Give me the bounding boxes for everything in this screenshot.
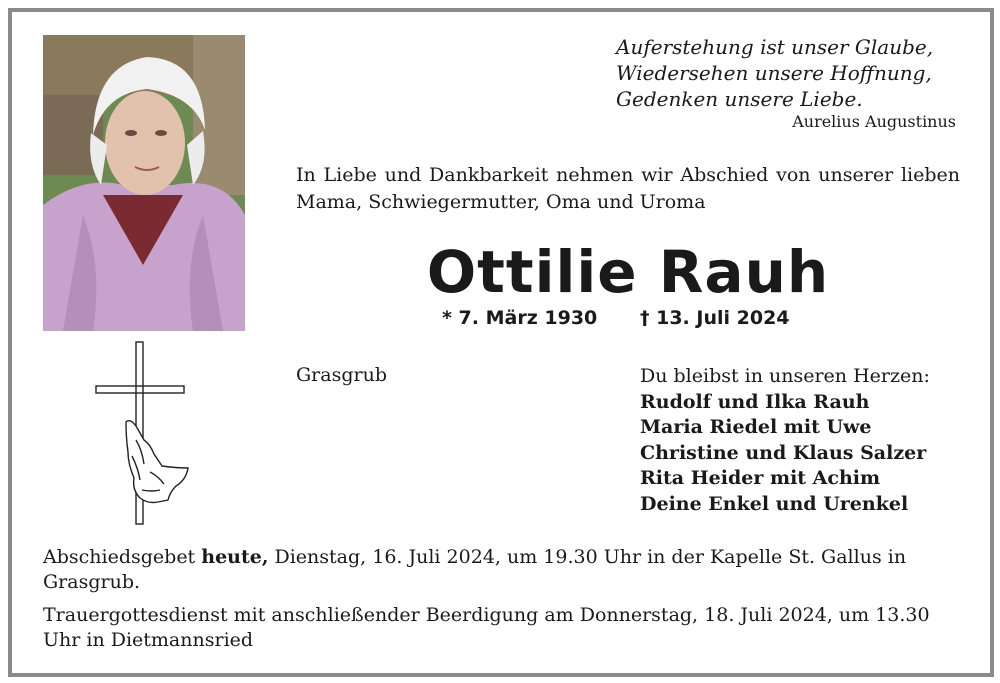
death-date: † 13. Juli 2024 — [640, 307, 790, 329]
deceased-name: Ottilie Rauh — [426, 238, 830, 306]
mourner-name: Christine und Klaus Salzer — [640, 441, 927, 464]
mourners-list — [640, 364, 930, 517]
quote-line: Wiedersehen unsere Hoffnung, — [616, 61, 932, 85]
mourner-name: Rudolf und Ilka Rauh — [640, 390, 870, 413]
place-of-residence: Grasgrub — [296, 364, 387, 386]
service-announcement: Trauergottesdienst mit anschließender Beerdigung am Donnerstag, 18. Juli 2024, um 13.30 Uhr in Dietmannsried — [43, 604, 930, 651]
prayer-prefix: Abschiedsgebet — [43, 546, 196, 568]
mourner-name: Maria Riedel mit Uwe — [640, 416, 872, 438]
portrait-photo — [43, 35, 245, 331]
quote-block — [616, 34, 956, 112]
cross-with-hands-icon — [92, 340, 196, 530]
quote-line: Gedenken unsere Liebe. — [616, 87, 863, 111]
mourner-name: Deine Enkel und Urenkel — [640, 492, 909, 515]
mourner-name: Rita Heider mit Achim — [640, 467, 881, 489]
birth-date: * 7. März 1930 — [442, 307, 598, 329]
prayer-today: heute, — [201, 546, 269, 568]
prayer-announcement — [43, 545, 963, 595]
quote-author: Aurelius Augustinus — [792, 112, 956, 131]
prayer-details: Dienstag, 16. Juli 2024, um 19.30 Uhr in der Kapelle St. Gallus in Grasgrub. — [43, 546, 907, 593]
quote-line: Auferstehung ist unser Glaube, — [616, 35, 934, 59]
intro-text: In Liebe und Dankbarkeit nehmen wir Abschied von unserer lieben Mama, Schwiegermutter, Oma und Uroma — [296, 164, 960, 213]
mourners-heading: Du bleibst in unseren Herzen: — [640, 365, 930, 387]
